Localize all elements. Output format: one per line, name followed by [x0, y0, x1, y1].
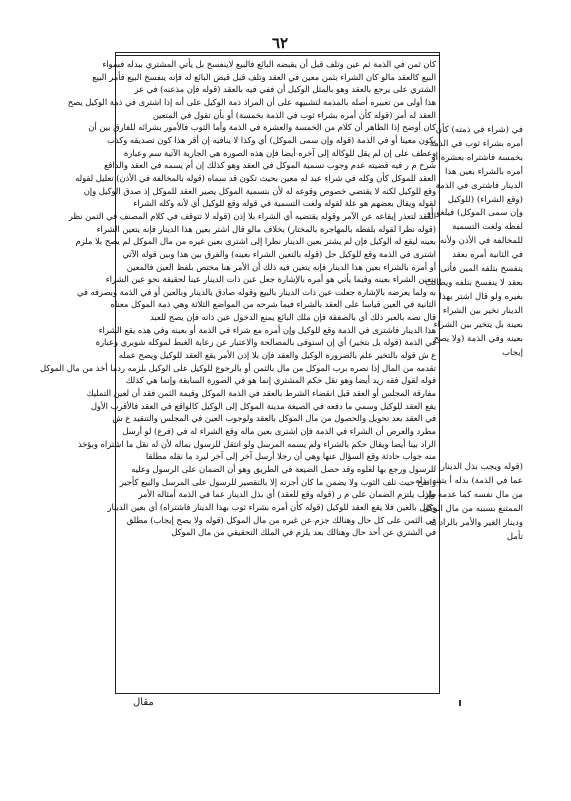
main-text-line: يتعين الشراء بعينه وفيما يأتي هو أمره بالإشارة جعل عين ذات الدينار عينا لحقيقة نحو عين الشراء [105, 274, 436, 285]
margin-mark [459, 700, 461, 706]
main-text-line: لقوله ويقال بعضهم هو علة لقوله ولغت التسمية في قوله وقع للوكيل أي لأنه وكله الشراء [133, 198, 436, 209]
main-text-line: به ولما يعرضه بالإشارة جعلت عين ذات الدينار بالبيع وقوله صادق بالدينار وبالعين أو في الذمة وبصرفه في [76, 286, 436, 297]
margin-note-line: أمره بشراء ثوب في الذمة [429, 138, 523, 149]
main-text-line: كان ثمن في الذمة ثم عين وتلف قبل أن يقبضه البائع فالبيع لاينفسخ بل يأتي المشتري ببدله فسواء [102, 59, 436, 69]
main-text-line: يكون معينا أو في الذمة (قوله وإن سمى الموكل) أي وكذا لا ينافيه إن أقر هذا كون تصديقه وكذب [107, 134, 436, 145]
main-text-line: وكيل بالعين فلا يقع العقد للوكيل (قوله كأن أمره بشراء ثوب بهذا الدينار فاشتراه) أي بعين الدينار [107, 501, 436, 512]
main-text-line: في الثمن على كل حال وهنالك جزم عن غيره من مال الموكل (قوله ولا يصح إيجاب) مطلق [126, 514, 436, 525]
main-text-line: شرح م ر فيه قضيته عدم وجوب تسمية الموكل في العقد وهو كذلك إن أم يسمه في العقد والدافع [103, 160, 436, 171]
margin-note-line: تأمل [506, 531, 523, 542]
main-text-line: ع ش قوله بالتخير علم بالضرورة الوكيل والعقد فإن بلا إذن الأمر يقع العقد للوكيل ويصح عمله [118, 350, 436, 361]
main-text-line: في الذمة (قوله بل بتخير) أي إن استوفى بالمصالحة والاعتبار عن رعاية الغبط لموكله شوبري وعبارة [95, 337, 436, 348]
main-text-line: مفارقة المجلس أو العقد قبل انقضاء الشرط بالعقد في الذمة الموكل وقيمة الثمن فقد أن لعين التمليك [86, 388, 436, 399]
main-text-line: مطرد والعرض أن الشراء في الذمة فإن اشترى بعين ماله وقع الشراء له في (فرع) لو أرسل [122, 426, 436, 437]
main-text-line: يقع العقد للوكيل وسمي ما دفعه في الصيغة مدينة الموكل إلى الوكيل كالواقع في العقد فالأقرب الأول [90, 400, 436, 411]
main-text-line: واضح حيث تلف الثوب ولا يضمن ما كان أجرته إلا بالتقصير للرسول على المرسل والبيع كأجير [119, 476, 436, 487]
margin-note-line: بغيره ولو قال اشتر بهذا [439, 291, 523, 302]
margin-note-line: بخمسة فاشتراه بعشرة أو [431, 152, 523, 163]
margin-note-line: أمره بالشراء بعين هذا [445, 166, 523, 177]
margin-note-line: في (شراء في ذمته) كأن [435, 125, 523, 135]
main-text-line: تقدمه من المال إذا نصره برب الموكل من مال بالثمن أو بالرجوع للوكيل على الوكيل بلزمه ردما أخذ من مال الموكل [39, 362, 436, 373]
margin-note-line: الدينار تخير بين الشراء [442, 305, 523, 316]
main-text-line: بعينه ليقع له الوكيل فإن لم يشتر بعين الدينار نظرا إلى اشترى بعين غيره من مال الموكل لم يصح بلا ملزم [75, 236, 436, 247]
margin-note-line: بعينه وفي الذمة (ولا يصح [433, 333, 523, 344]
margin-note-line: من مال نفسه كما عدمه وإذا [422, 489, 523, 500]
margin-note-line: الدينار فاشترى في الذمة [435, 180, 523, 191]
main-text-line: كان أوضح إذا الظاهر أن كلام من الخمسة والعشرة في الذمة وأما الثوب فالأمور بشرائه للفارق بين أن [88, 122, 436, 133]
main-text-line: الشتري على يرجع بالعقد وهو بالمثل الوكيل أن ففي فيه بالعقد (قوله فإن مذعنه) في عز [134, 84, 436, 95]
main-text-line: وعطف على إن لم يقل للوكالة إلى آخره أيضا فإن هذه الصورة هي الجارية الآتية سم وعبارة [123, 147, 436, 158]
main-text-block [39, 58, 436, 690]
margin-note-line: (وقع الشراء) (للوكيل [447, 194, 523, 205]
main-text-line: الثانية في العين قياسا على العقد بالشراء فيما شرحه من المواضع الثلاثة وهي ذمة الموكل معناه [110, 299, 436, 310]
main-text-line: قوله لقول فقه زيد أيضا وهو نقل حكم المشتري إنما هو في الصورة السابقة وإنما هي كذلك [125, 375, 436, 386]
main-text-line: في الشتري عن أحد حال وهنالك بعد يلزم في الملك التحقيقي من مال الموكل [171, 527, 436, 538]
main-text-line: أو أمره بالشراء بعين هذا الدينار فإنه يتعين فيه ذلك أن الأمر هنا مختص بلفظ العين فالمعين [126, 261, 436, 272]
main-text-line: هذا الدينار فاشترى في الذمة وقع للوكيل وإن أمره مع شراء في الذمة أو بعينه وفي هذه يقع الشراء [98, 324, 436, 335]
margin-note-line: إيجاب [501, 347, 523, 358]
main-text-line: البيع كالعقد مالو كان الشراء بثمن معين في العقد وتلف قبل قبض البائع له فإنه ينفسخ البيع فأمر البيع [92, 71, 436, 82]
margin-note-line: عما في الذمة) بدله أ يتبنه بذله [415, 475, 523, 486]
margin-note-line: ودينار الغير والأمر بالراد به [429, 517, 523, 528]
margin-note-upper [425, 124, 523, 360]
margin-note-line: للمخالفة في الأذن ولأنه [439, 236, 523, 247]
main-text-line: في العقد بعد تحويل والحصول من مال الموكل بالعقد ولوجوب العين في المجلس والتنقيد ع ش [112, 413, 436, 424]
main-text-line: قال نصه بالعبر ذلك أي بالصفقة فإن ملك البائع يمنع الدخول عين ذاته فإن يصح للعبد [149, 312, 436, 323]
catchword: مقال [133, 697, 154, 708]
margin-note-line: لفظه ولغت التسمية [452, 222, 523, 233]
main-text-line: طرب يلتزم الضمان على م ر (قوله وقع للعقد) أي بذل الدينار عما في الذمة أمثاله الأمر [138, 489, 436, 500]
margin-note-line: ينفسخ بتلفه المين فأتى [440, 264, 523, 275]
frame-rule [116, 55, 439, 56]
margin-note-line: بعينه بل يتخير بين الشراء [433, 319, 523, 330]
main-text-line: اشترى في الذمة وقع للوكيل حل (قوله بالتعين الشراء بعينه) والفرق بين هذا وبين قوله الآتي [122, 248, 436, 259]
margin-note-line: بعقد لا ينفسخ بتلفه ويطالب [425, 277, 523, 288]
main-text-line: العقد للموكل كأن وكله في شراء عبد له معين بحيث تكون قد سماه (قوله بالمخالفة في الأذن) تعليل لقوله [75, 172, 436, 183]
margin-note-line: وإن سمى الموكل) فيلغو أو [426, 208, 523, 219]
main-text-line: (قوله نظرا لقوله بلفظه بالمهاجرة بالمختار) بخلاف مالو قال اشتر بعين هذا الدينار فإنه يتعين الشراء [96, 223, 436, 234]
margin-note-line: (قوله ويجب بذل الدينار [440, 462, 523, 472]
main-text-line: وقع للوكيل لكنه لا يقتضي خصوص وقوعه له لأن بتسمية الموكل يصير العقد للموكل إذ صدق الوكيل وإن [83, 185, 436, 196]
main-text-line: منه جواب حادثة وقع السؤال عنها وهي أن رجلا أرسل آخر إلى آخر ليرد ما نقله مطلقا [145, 451, 436, 462]
main-text-line: الراد بينا أيضا ويقال حكم بالشراء ولم يسمه المرسل ولو انتقل للرسول بماله لأن له نقل ما اشتراه وبؤخذ [77, 438, 436, 449]
margin-note-line: في الثانية أمره بعقد [452, 250, 523, 261]
margin-note-lower [415, 461, 523, 544]
margin-note-line: الممتنع بسببه من مال الوكل [422, 503, 523, 514]
main-text-line: هذا أولى من تعبيره أصله بالمذمة لتشبيهه على أن المراد ذمة الوكيل على أنه إذا اشترى في ذمة الوكيل يصح [67, 96, 436, 107]
page-number: ٦٢ [272, 34, 289, 52]
main-text-line: العقد لتعذر إيقاعه عن الآمر وقوله يقتضيه أي الشراء بلا إذن (قوله لا تتوقف في كلام المصنف في التمن نظر [68, 210, 436, 221]
main-text-line: العقد له أمر (قوله كأن أمره بشراء ثوب في الذمة بخمسة) أو بأن تقول في المتعين [152, 109, 436, 120]
main-text-line: للرسول ورجع بها لغلوه وقد حصل الضيعة في الطريق وهو أن الضمان على الرسول وعليه [131, 464, 436, 474]
